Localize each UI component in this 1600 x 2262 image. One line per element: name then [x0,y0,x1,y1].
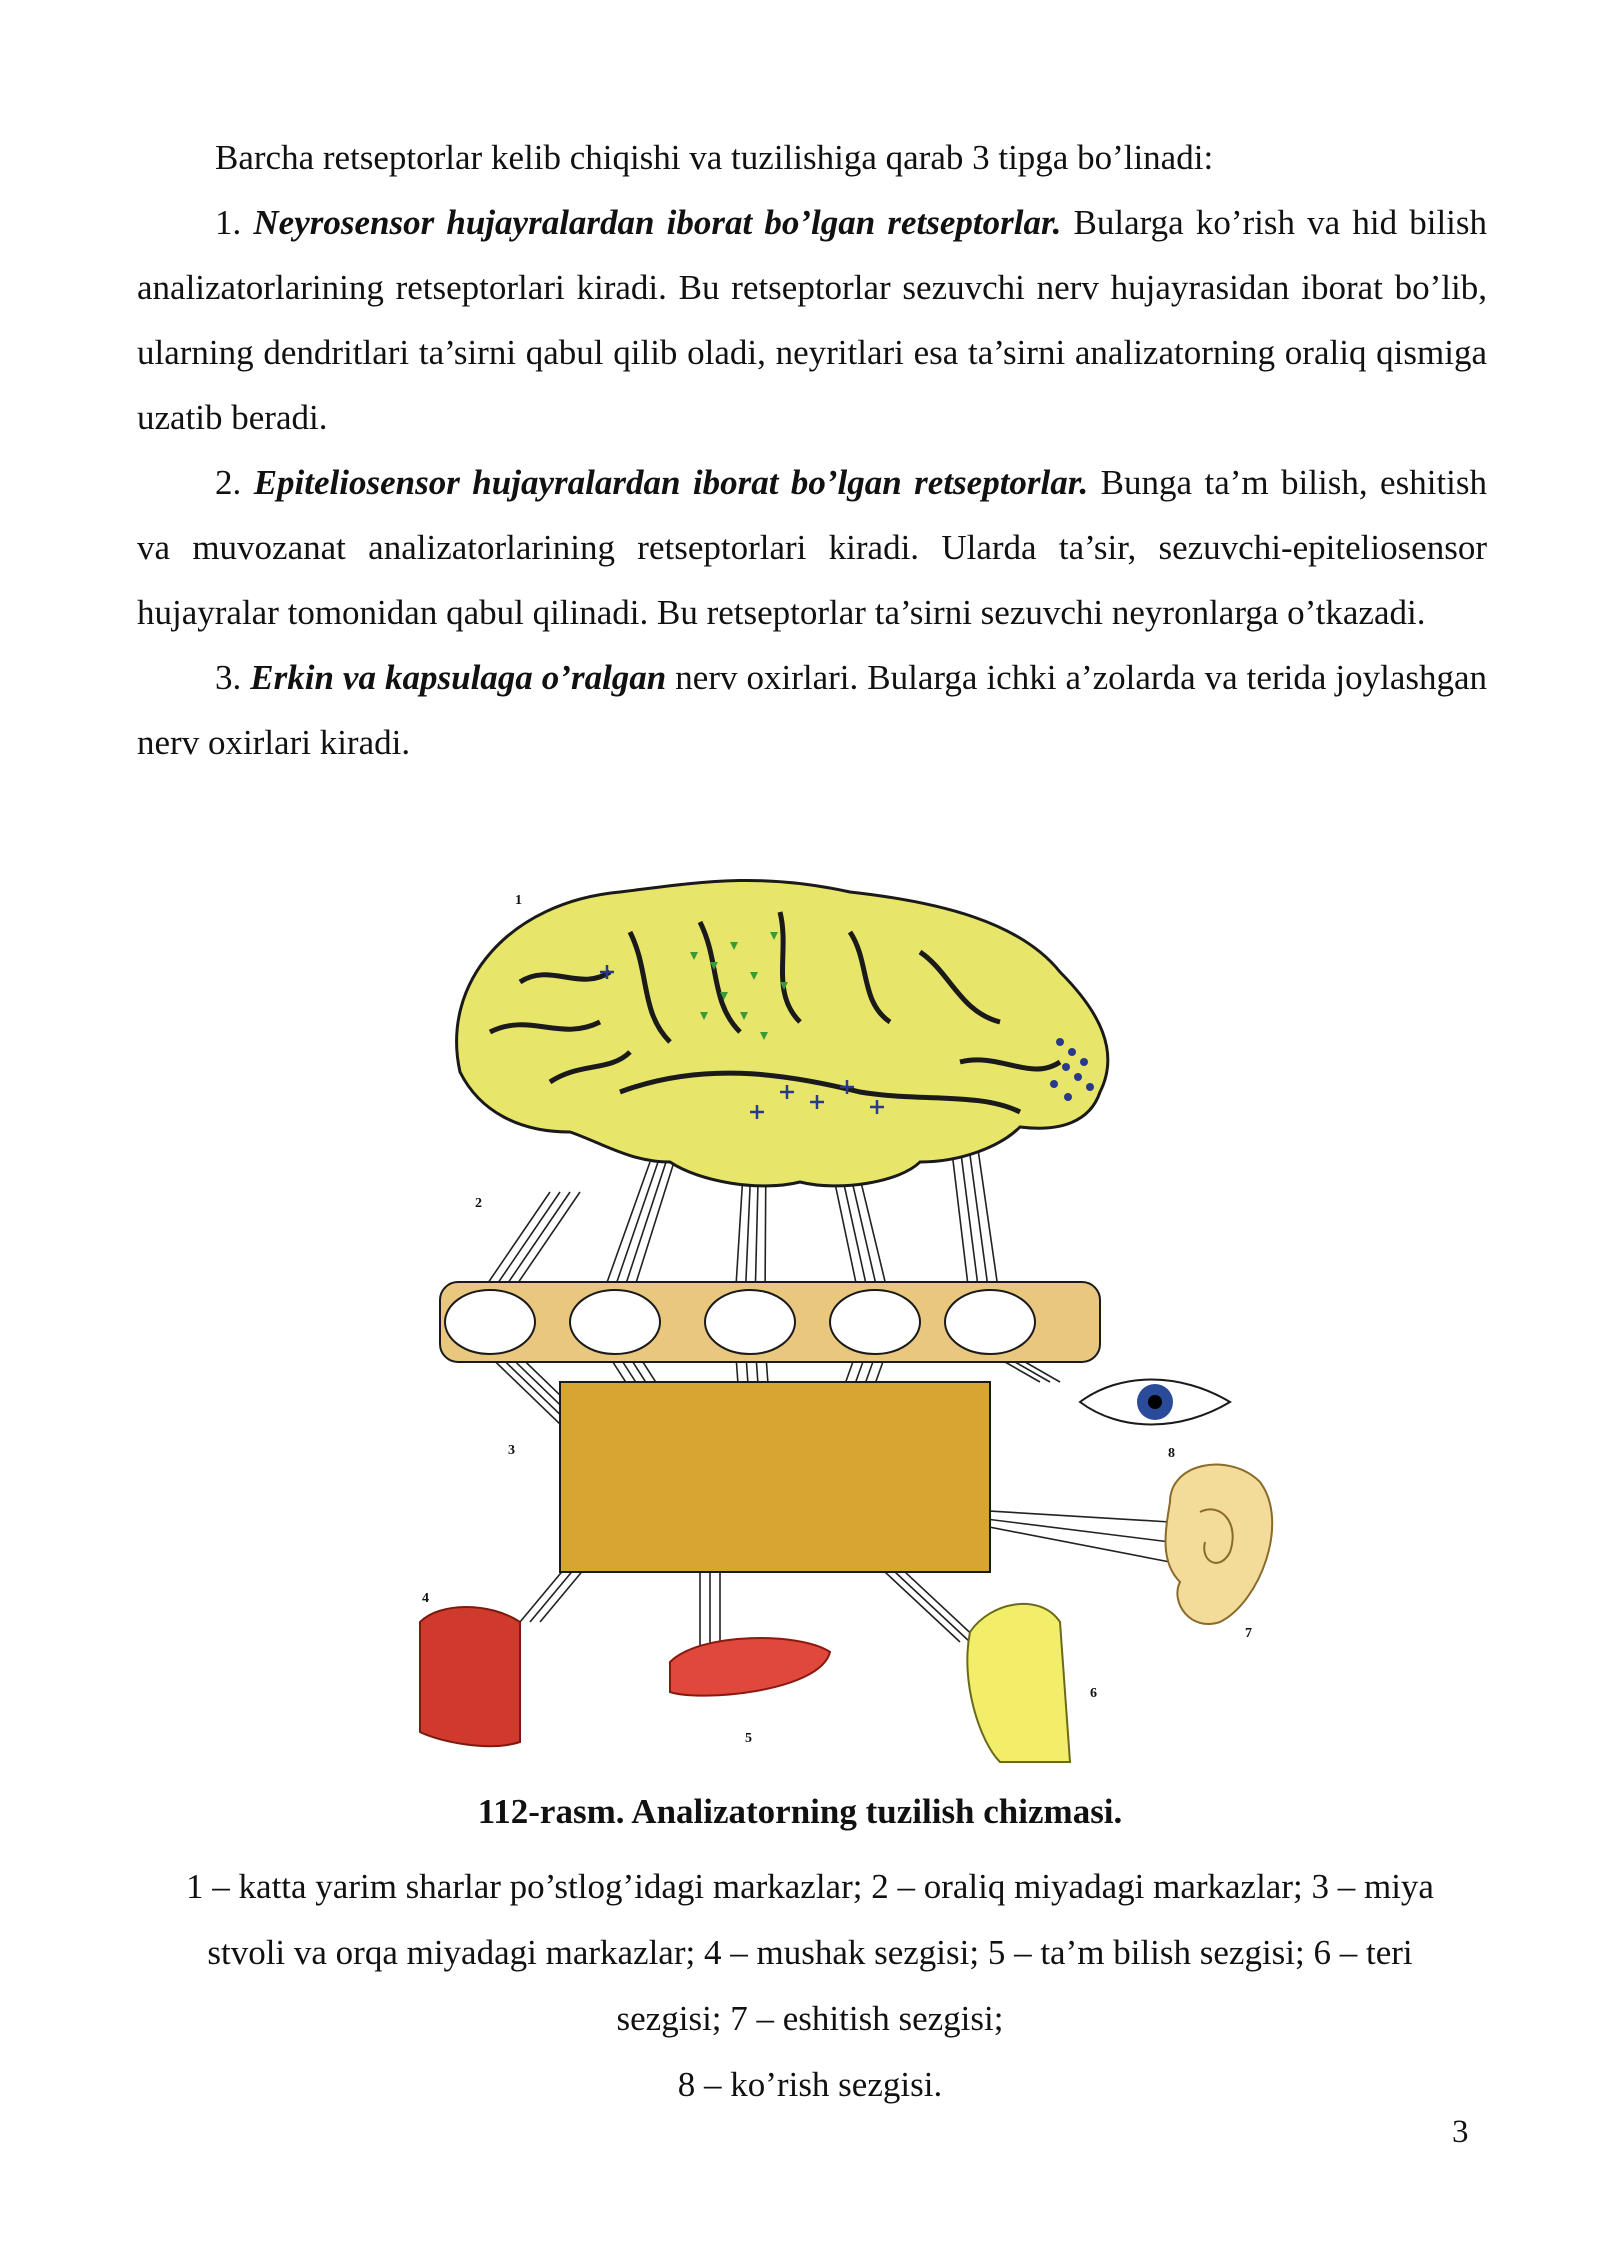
muscle-illustration [420,1607,520,1746]
legend-line: 1 – katta yarim sharlar po’stlog’idagi markazlar; 2 – oraliq miyadagi markazlar; 3 – miya [186,1867,1434,1906]
intro-paragraph: Barcha retseptorlar kelib chiqishi va tuzilishiga qarab 3 tipga bo’linadi: [215,138,1214,177]
legend-line: stvoli va orqa miyadagi markazlar; 4 – mushak sezgisi; 5 – ta’m bilish sezgisi; 6 – teri [207,1933,1413,1972]
item-1-number: 1. [215,203,254,242]
analyzer-diagram-svg [400,862,1300,1782]
skin-illustration [967,1604,1070,1762]
label-4: 4 [422,1591,429,1606]
brainstem-centers-box [560,1382,990,1572]
label-3: 3 [508,1443,515,1458]
intermediate-centers-band [440,1282,1100,1362]
item-3-paragraph [137,645,1487,775]
legend-line: 8 – ko’rish sezgisi. [677,2065,943,2104]
item-2-number: 2. [215,463,254,502]
item-2-term: Epiteliosensor hujayralardan iborat bo’lgan retseptorlar. [253,463,1089,502]
ear-illustration [1166,1465,1273,1624]
item-2-paragraph [137,450,1487,645]
item-3-body: nerv oxirlari. Bularga ichki a’zolarda va terida joylashgan nerv oxirlari kiradi. [137,658,1488,762]
item-2-body: Bunga ta’m bilish, eshitish va muvozanat analizatorlarining retseptorlari kiradi. Ularda ta’sir, sezuvchi-epiteliosensor hujayralar tomonidan qabul qilinadi. Bu retseptorlar ta’sirni sezuvchi neyronlarga o’tkazadi. [137,463,1487,632]
legend-line: sezgisi; 7 – eshitish sezgisi; [616,1999,1004,2038]
brain-illustration [457,880,1108,1185]
analyzer-diagram [400,862,1300,1782]
label-7: 7 [1245,1626,1252,1641]
figure-legend [130,1854,1490,2118]
item-3-term: Erkin va kapsulaga o’ralgan [250,658,667,697]
item-1-term: Neyrosensor hujayralardan iborat bo’lgan retseptorlar. [253,203,1062,242]
tongue-illustration [670,1638,830,1696]
label-2: 2 [475,1196,482,1211]
body-text [137,125,1487,775]
figure-caption-title: 112-rasm. Analizatorning tuzilish chizmasi. [477,1792,1123,1831]
label-1: 1 [515,893,522,908]
label-5: 5 [745,1731,752,1746]
page-number: 3 [1452,2114,1469,2150]
item-1-paragraph [137,190,1487,450]
label-6: 6 [1090,1686,1097,1701]
label-8: 8 [1168,1446,1175,1461]
eye-illustration [1080,1380,1230,1425]
item-1-body: Bularga ko’rish va hid bilish analizatorlarining retseptorlari kiradi. Bu retseptorlar sezuvchi nerv hujayrasidan iborat bo’lib, ularning dendritlari ta’sirni qabul qilib oladi, neyritlari esa ta’sirni analizatorning oraliq qismiga uzatib beradi. [137,203,1488,437]
item-3-number: 3. [215,658,251,697]
